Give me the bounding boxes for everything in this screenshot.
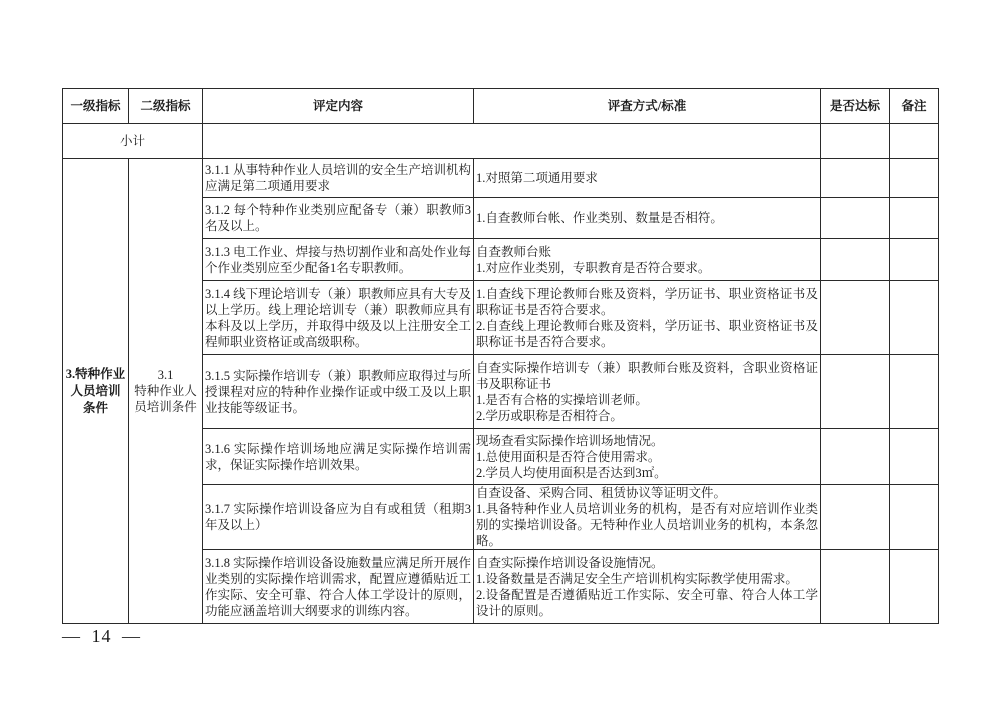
method-line: 1.对应作业类别，专职教育是否符合要求。 <box>476 260 711 275</box>
table-row <box>63 159 939 198</box>
remarks-cell <box>890 198 939 239</box>
method-cell <box>474 550 821 624</box>
level2-line: 3.1 <box>157 368 174 382</box>
method-line: 2.自查线上理论教师台账及资料，学历证书、职业资格证书及职称证书是否符合要求。 <box>476 318 818 349</box>
remarks-cell <box>890 550 939 624</box>
remarks-cell <box>890 239 939 281</box>
subtotal-label: 小计 <box>63 124 203 159</box>
method-cell <box>474 355 821 429</box>
compliance-cell <box>821 239 890 281</box>
method-cell <box>474 281 821 355</box>
method-line: 1.具备特种作业人员培训业务的机构，是否有对应培训作业类别的实操培训设备。无特种作业人员培训业务的机构，本条忽略。 <box>476 502 818 548</box>
method-cell <box>474 159 821 198</box>
method-line: 1.自查线下理论教师台账及资料，学历证书、职业资格证书及职称证书是否符合要求。 <box>476 286 818 317</box>
header-content: 评定内容 <box>203 89 474 124</box>
criteria-cell: 3.1.7 实际操作培训设备应为自有或租赁（租期3年及以上） <box>203 485 474 550</box>
page-number: — 14 — <box>62 626 141 646</box>
criteria-cell: 3.1.6 实际操作培训场地应满足实际操作培训需求，保证实际操作培训效果。 <box>203 429 474 485</box>
method-cell <box>474 429 821 485</box>
method-line: 1.自查教师台帐、作业类别、数量是否相符。 <box>476 211 723 225</box>
compliance-cell <box>821 429 890 485</box>
method-line: 1.设备数量是否满足安全生产培训机构实际教学使用需求。 <box>476 571 798 586</box>
remarks-cell <box>890 281 939 355</box>
method-line: 2.设备配置是否遵循贴近工作实际、安全可靠、符合人体工学设计的原则。 <box>476 587 818 618</box>
compliance-cell <box>821 198 890 239</box>
level2-indicator-cell <box>129 159 203 624</box>
level1-line: 人员培训 <box>70 383 121 398</box>
header-compliant: 是否达标 <box>821 89 890 124</box>
method-line: 自查实际操作培训设备设施情况。 <box>476 555 664 570</box>
criteria-cell: 3.1.5 实际操作培训专（兼）职教师应取得过与所授课程对应的特种作业操作证或中级工及以上职业技能等级证书。 <box>203 355 474 429</box>
method-line: 自查教师台账 <box>476 244 552 259</box>
criteria-cell: 3.1.1 从事特种作业人员培训的安全生产培训机构应满足第二项通用要求 <box>203 159 474 198</box>
method-line: 现场查看实际操作培训场地情况。 <box>476 433 664 448</box>
header-method: 评查方式/标准 <box>474 89 821 124</box>
method-cell <box>474 198 821 239</box>
compliance-cell <box>821 485 890 550</box>
subtotal-value-cell <box>203 124 821 159</box>
method-line: 自查实际操作培训专（兼）职教师台账及资料，含职业资格证书及职称证书 <box>476 360 818 391</box>
level1-line: 条件 <box>82 400 108 415</box>
remarks-cell <box>890 429 939 485</box>
remarks-cell <box>890 355 939 429</box>
level2-line: 特种作业人 <box>134 384 197 398</box>
method-line: 1.总使用面积是否符合使用需求。 <box>476 449 661 464</box>
subtotal-compliance-cell <box>821 124 890 159</box>
criteria-cell: 3.1.4 线下理论培训专（兼）职教师应具有大专及以上学历。线上理论培训专（兼）职教师应具有本科及以上学历，并取得中级及以上注册安全工程师职业资格证或高级职称。 <box>203 281 474 355</box>
criteria-cell: 3.1.8 实际操作培训设备设施数量应满足所开展作业类别的实际操作培训需求，配置应遵循贴近工作实际、安全可靠、符合人体工学设计的原则，功能应涵盖培训大纲要求的训练内容。 <box>203 550 474 624</box>
header-row <box>63 89 939 124</box>
method-line: 2.学历或职称是否相符合。 <box>476 408 623 423</box>
level2-line: 员培训条件 <box>134 400 197 414</box>
method-line: 1.对照第二项通用要求 <box>476 171 598 185</box>
evaluation-table <box>62 88 939 624</box>
compliance-cell <box>821 355 890 429</box>
level1-indicator-cell <box>63 159 129 624</box>
method-line: 1.是否有合格的实操培训老师。 <box>476 392 648 407</box>
compliance-cell <box>821 159 890 198</box>
subtotal-remarks-cell <box>890 124 939 159</box>
compliance-cell <box>821 550 890 624</box>
method-line: 2.学员人均使用面积是否达到3㎡。 <box>476 465 667 480</box>
method-line: 自查设备、采购合同、租赁协议等证明文件。 <box>476 486 727 500</box>
level1-line: 3.特种作业 <box>65 366 126 381</box>
remarks-cell <box>890 159 939 198</box>
criteria-cell: 3.1.2 每个特种作业类别应配备专（兼）职教师3名及以上。 <box>203 198 474 239</box>
header-remarks: 备注 <box>890 89 939 124</box>
remarks-cell <box>890 485 939 550</box>
header-level1: 一级指标 <box>63 89 129 124</box>
subtotal-row <box>63 124 939 159</box>
method-cell <box>474 485 821 550</box>
compliance-cell <box>821 281 890 355</box>
header-level2: 二级指标 <box>129 89 203 124</box>
criteria-cell: 3.1.3 电工作业、焊接与热切割作业和高处作业每个作业类别应至少配备1名专职教师。 <box>203 239 474 281</box>
method-cell <box>474 239 821 281</box>
